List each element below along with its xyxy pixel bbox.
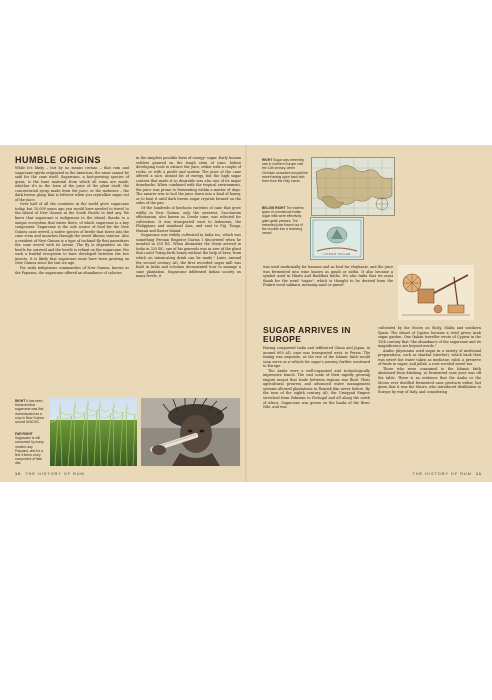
caption-papuans: FAR RIGHT Sugarcane is still consumed by many modern-day Papuans, and for a few it forms a key component of their diet.	[15, 432, 44, 466]
column-3	[263, 346, 370, 410]
heading-humble-origins: HUMBLE ORIGINS	[15, 155, 102, 165]
column-4	[378, 326, 481, 394]
label-card-title: CUBAN SUGAR	[323, 252, 351, 256]
papuan-chewing-sugarcane-photo	[141, 398, 240, 466]
column-1	[15, 166, 129, 275]
column-2	[136, 156, 241, 279]
sugar-mill-engraving	[398, 265, 474, 320]
vintage-map-illustration	[311, 157, 395, 216]
folio-left: 10 THE HISTORY OF RUM	[15, 472, 85, 476]
col3-paragraph: Having conquered India and infiltrated China and Japan, in around 600 AD, cane was transported west, to Persia. The timing was exquisite, as the rise of the Islamic faith would soon serve as a vehicle for sugar's journey further westward to Europe.	[263, 346, 370, 369]
col1-paragraph: For early indigenous communities of New Guinea, known as the Papuans, the sugarcane offered an abundance of calories	[15, 266, 129, 275]
book-spread	[0, 145, 492, 482]
col4-paragraph: cultivated by the Moors on Sicily, Malta and southern Spain. The island of Cyprus became a vivid green Arab sugar garden. One Italian traveller wrote of Cyprus in the 15th century that "the abundance of the sugarcane and its magnificence are beyond words."	[378, 326, 481, 349]
caption-sugarcane-crop: RIGHT It has been theorized that sugarcane was first domesticated as a crop in New Guinea around 6000 BC.	[15, 399, 44, 425]
col4-paragraph: Those who were consumed to the Islamic faith abstained from drinking, so fermented cane juice was off the table. There is no evidence that the Arabs or the Moors ever distilled fermented cane products either, but given that it was the Moors, who introduced distillation to Europe by way of Italy, and considering	[378, 366, 481, 394]
caption-indian-sugar-mill: BELOW RIGHT The earliest types of commercial Indian sugar mills were effectively giant garlic presses. The extracted juice flowed out of the crucible into a receiving vessel.	[262, 206, 304, 236]
col1-paragraph: Over half of all the countries in the world grow sugarcane today, but 10,000 years ago you would have needed to travel to the island of New Guinea in the South Pacific to find any. We know that sugarcane is indigenous to the island, thanks to a unique ecosystem that exists there, of which sugarcane is a key component. Sugarcane is the sole source of food for the New Guinea cane weevil, a native species of beetle that bores into the cane stem and munches through the sweet fibrous interior. Also a resident of New Guinea is a type of tachinid fly that parasitizes the cane weevil with its larvae. The fly is dependent on the beetle for survival and the beetle is reliant on the sugarcane. For such a fruitful ecosystem to have developed between the two insects, it is likely that sugarcane must have been growing on New Guinea since the last ice age.	[15, 202, 129, 266]
caption-sugar-rare: RIGHT Sugar was extremely rare in northern Europe until the 11th century, when Christian crusaders brought the sweet tasting spice back with them from the Holy Lands.	[262, 158, 308, 184]
book-gutter	[245, 145, 247, 482]
sugarcane-field-photo	[50, 398, 137, 466]
col1-paragraph: While it's likely – but by no means certain – that rum and sugarcane spirits originated in the Americas, the same cannot be said for the cane itself. Sugarcane, a fast-growing species of grass, is the base material from which all rums are made, whether it's in the form of the juice of the plant itself, the concentrated syrup made from the juice, or the molasses – the dark brown gloop that is leftover when you crystallize sugar out of the juice.	[15, 166, 129, 202]
col4-paragraph: Arabic physicians used sugar in a variety of medicinal preparations, such as sharbat (sherbet), which back then was sweet hot water taken as medicine; rubb, a preserve of fruits in sugar; and jullab, a rose-scented sweet tea.	[378, 348, 481, 367]
col3-paragraph: The Arabs were a well-organized and technologically impressive bunch. The vast scale of their rapidly growing empire meant that trade between regions was fluid. Their agricultural prowess and advanced water management systems allowed plantations to flourish like never before. By the turn of the eighth century AD, the Umayyad Empire stretched from Pakistan to Portugal and all along the north of Africa. Sugarcane was grown on the banks of the River Nile, and was	[263, 368, 370, 410]
heading-sugar-arrives-in-europe: SUGAR ARRIVES IN EUROPE	[263, 325, 351, 344]
sugar-label-card	[310, 217, 364, 260]
col2-paragraph: Of the hundreds of heirloom varieties of cane that grow wildly in New Guinea, only the sweetest, Saccharum officinarum, also known as Creole cane, was selected for cultivation. It was transported west to Indonesia, the Philippines and mainland Asia, and east to Fiji, Tonga, Hawaii and Easter Island.	[136, 206, 241, 233]
col2-paragraph: in the simplest possible form of energy: sugar. Early human settlers gnawed on the tough stem of cane, before developing tools to extract the juice, either with a couple of rocks, or with a pestle and mortar. The juice of the cane offered a nice, instant hit of energy, but the high sugar content that made it so desirable was also one of its major drawbacks. When combined with the tropical environment, the juice was prone to fermenting within a matter of days. The answer was to boil the juice down into a kind of honey, or to heat it until dark brown sugar crystals formed on the sides of the pan.	[136, 156, 241, 206]
folio-right: THE HISTORY OF RUM 11	[412, 472, 482, 476]
col2-paragraph: Sugarcane was widely cultivated in India too, which was something Persian Emperor Darius I discovered when he invaded in 510 BC. When Alexander the Great arrived in India in 325 BC, one of his generals was in awe of the plant that could "bring forth honey without the help of bees, from which an intoxicating drink can be made." Later, around the second century AD, the first recorded sugar mill was built in India and scholars documented how to manage a cane plantation. Sugarcane infiltrated Indian society on many levels; it	[136, 233, 241, 279]
col3-top-paragraph: was used medicinally for humans and as food for elephants, and the juice was fermented into wine known as gaudi or sidhu. It also became a symbol used in Hindu and Buddhist faiths. It's also India that we must thank for the word "sugar", which is thought to be derived from the Prakrit word sakkara, meaning sand or gravel.	[263, 265, 393, 288]
column-3-top	[263, 265, 393, 288]
